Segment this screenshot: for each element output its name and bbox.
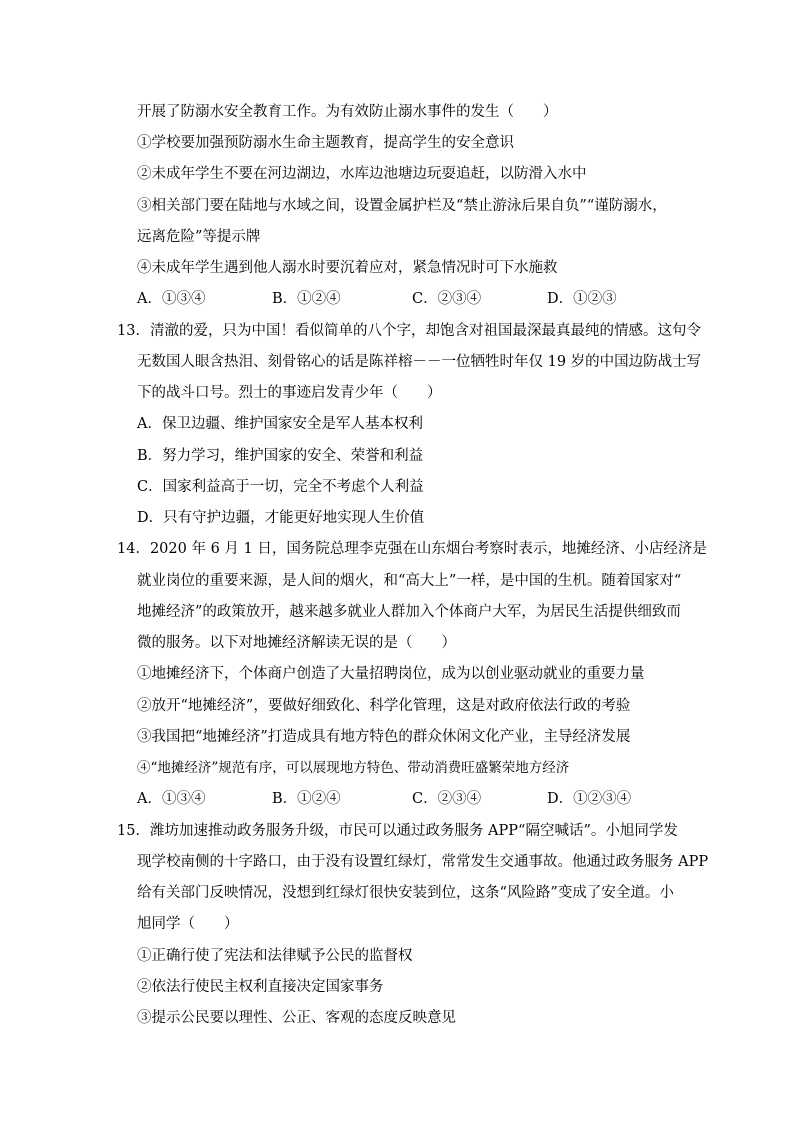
q15-stem-line-2: 现学校南侧的十字路口，由于没有设置红绿灯，常常发生交通事故。他通过政务服务 APP <box>137 854 709 870</box>
q12-option-b: B．①②④ <box>272 291 341 307</box>
q14-stem-line-4: 微的服务。以下对地摊经济解读无误的是（ ） <box>137 635 456 651</box>
q13-stem-line-1: 13．清澈的爱，只为中国！看似简单的八个字，却饱含对祖国最深最真最纯的情感。这句令 <box>117 323 701 339</box>
q14-option-d: D．①②③④ <box>547 791 632 807</box>
q14-stem-line-2: 就业岗位的重要来源，是人间的烟火，和“高大上”一样，是中国的生机。随着国家对“ <box>137 573 682 589</box>
q13-stem-line-3: 下的战斗口号。烈士的事迹启发青少年（ ） <box>137 385 442 401</box>
q12-option-d: D．①②③ <box>547 291 617 307</box>
q15-item-1: ①正确行使了宪法和法律赋予公民的监督权 <box>137 948 413 964</box>
q13-option-b: B．努力学习，维护国家的安全、荣誉和利益 <box>137 448 424 464</box>
q14-item-1: ①地摊经济下，个体商户创造了大量招聘岗位，成为以创业驱动就业的重要力量 <box>137 666 645 682</box>
q12-item-3-cont: 远离危险”等提示牌 <box>137 229 261 245</box>
q12-item-3: ③相关部门要在陆地与水域之间，设置金属护栏及“禁止游泳后果自负”“谨防溺水， <box>137 198 667 214</box>
q14-option-b: B．①②④ <box>272 791 341 807</box>
q12-item-2: ②未成年学生不要在河边湖边，水库边池塘边玩耍追赶，以防滑入水中 <box>137 166 587 182</box>
q12-item-4: ④未成年学生遇到他人溺水时要沉着应对，紧急情况时可下水施救 <box>137 260 558 276</box>
q14-stem-line-1: 14．2020 年 6 月 1 日，国务院总理李克强在山东烟台考察时表示，地摊经济、小店经济是 <box>117 541 707 557</box>
q14-option-a: A．①③④ <box>137 791 206 807</box>
q14-item-2: ②放开“地摊经济”，要做好细致化、科学化管理，这是对政府依法行政的考验 <box>137 698 631 714</box>
q15-item-2: ②依法行使民主权利直接决定国家事务 <box>137 979 384 995</box>
q12-stem-continuation: 开展了防溺水安全教育工作。为有效防止溺水事件的发生（ ） <box>137 104 558 120</box>
q15-item-3: ③提示公民要以理性、公正、客观的态度反映意见 <box>137 1010 456 1026</box>
q12-option-c: C．②③④ <box>412 291 482 307</box>
q13-option-a: A．保卫边疆、维护国家安全是军人基本权利 <box>137 416 423 432</box>
q14-stem-line-3: 地摊经济”的政策放开，越来越多就业人群加入个体商户大军，为居民生活提供细致而 <box>137 604 681 620</box>
q13-option-c: C．国家利益高于一切，完全不考虑个人利益 <box>137 479 424 495</box>
q15-stem-line-1: 15．潍坊加速推动政务服务升级，市民可以通过政务服务 APP“隔空喊话”。小旭同学发 <box>117 823 678 839</box>
q14-item-3: ③我国把“地摊经济”打造成具有地方特色的群众休闲文化产业，主导经济发展 <box>137 729 631 745</box>
q15-stem-line-3: 给有关部门反映情况，没想到红绿灯很快安装到位，这条“风险路”变成了安全道。小 <box>137 885 674 901</box>
q13-stem-line-2: 无数国人眼含热泪、刻骨铭心的话是陈祥榕－－一位牺牲时年仅 19 岁的中国边防战士写 <box>137 354 702 370</box>
q12-item-1: ①学校要加强预防溺水生命主题教育，提高学生的安全意识 <box>137 135 514 151</box>
q12-option-a: A．①③④ <box>137 291 206 307</box>
q13-option-d: D．只有守护边疆，才能更好地实现人生价值 <box>137 510 425 526</box>
q14-option-c: C．②③④ <box>412 791 482 807</box>
q15-stem-line-4: 旭同学（ ） <box>137 916 239 932</box>
q14-item-4: ④“地摊经济”规范有序，可以展现地方特色、带动消费旺盛繁荣地方经济 <box>137 760 570 776</box>
